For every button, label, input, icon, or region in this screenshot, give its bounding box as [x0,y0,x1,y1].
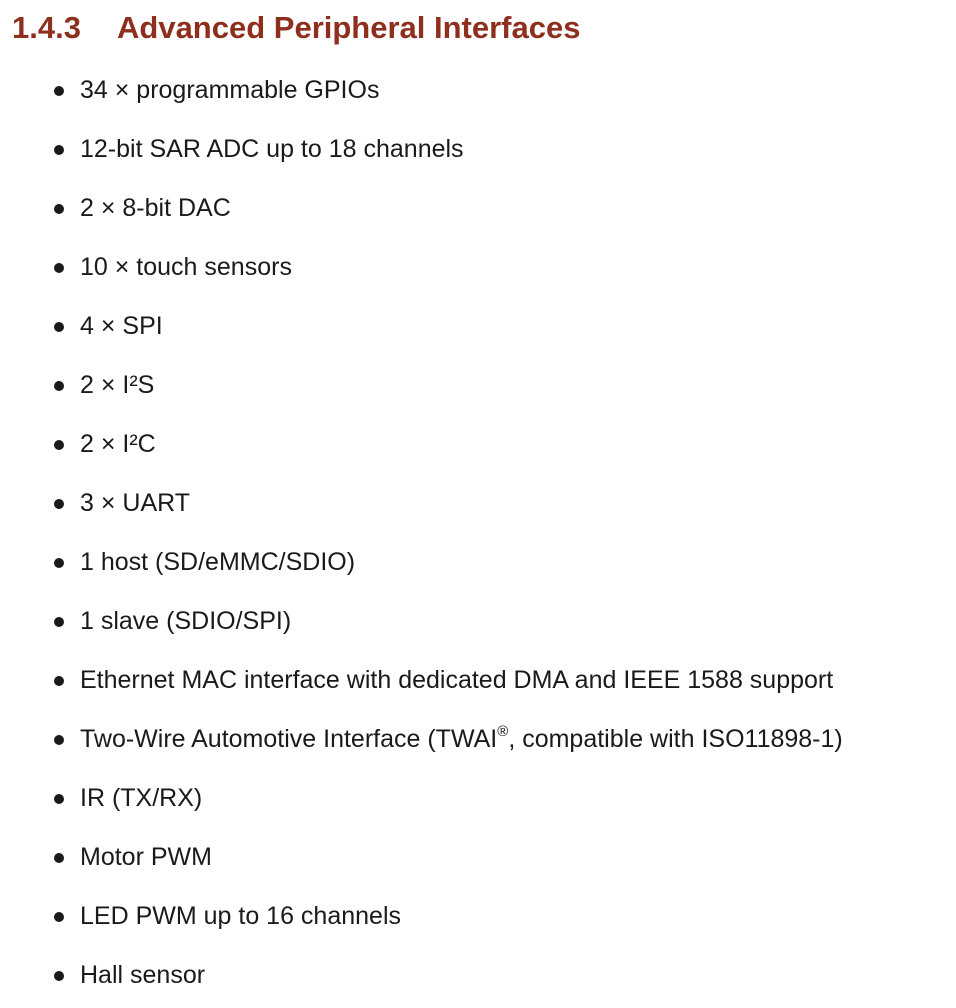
list-item-text: LED PWM up to 16 channels [80,902,401,930]
list-item-text: 4 × SPI [80,312,163,340]
section-heading [12,8,580,48]
bullet-icon [54,145,64,155]
registered-mark: ® [497,723,509,740]
list-item-text: 12-bit SAR ADC up to 18 channels [80,135,464,163]
bullet-icon [54,263,64,273]
bullet-icon [54,735,64,745]
list-item-text: Ethernet MAC interface with dedicated DMA and IEEE 1588 support [80,666,834,694]
twai-text-before: Two-Wire Automotive Interface (TWAI [80,725,498,753]
list-item-text: 10 × touch sensors [80,253,292,281]
bullet-icon [54,853,64,863]
bullet-icon [54,381,64,391]
list-item-text: 34 × programmable GPIOs [80,76,380,104]
bullet-icon [54,204,64,214]
bullet-icon [54,499,64,509]
list-item-text: 3 × UART [80,489,190,517]
bullet-icon [54,558,64,568]
bullet-icon [54,971,64,981]
list-item-text: 1 host (SD/eMMC/SDIO) [80,548,356,576]
bullet-icon [54,617,64,627]
twai-text-after: , compatible with ISO11898-1) [508,725,843,753]
bullet-icon [54,794,64,804]
list-item-text: 2 × 8-bit DAC [80,194,231,222]
list-item-text: 2 × I²C [80,430,156,458]
section-title: Advanced Peripheral Interfaces [117,10,581,45]
bullet-icon [54,676,64,686]
bullet-icon [54,322,64,332]
bullet-icon [54,440,64,450]
list-item-text: Hall sensor [80,961,206,989]
bullet-icon [54,912,64,922]
list-item-text: 1 slave (SDIO/SPI) [80,607,292,635]
list-item-text [80,710,843,769]
list-item-text: Motor PWM [80,843,212,871]
bullet-icon [54,86,64,96]
section-number: 1.4.3 [12,10,81,45]
list-item-text: 2 × I²S [80,371,155,399]
list-item-text: IR (TX/RX) [80,784,203,812]
